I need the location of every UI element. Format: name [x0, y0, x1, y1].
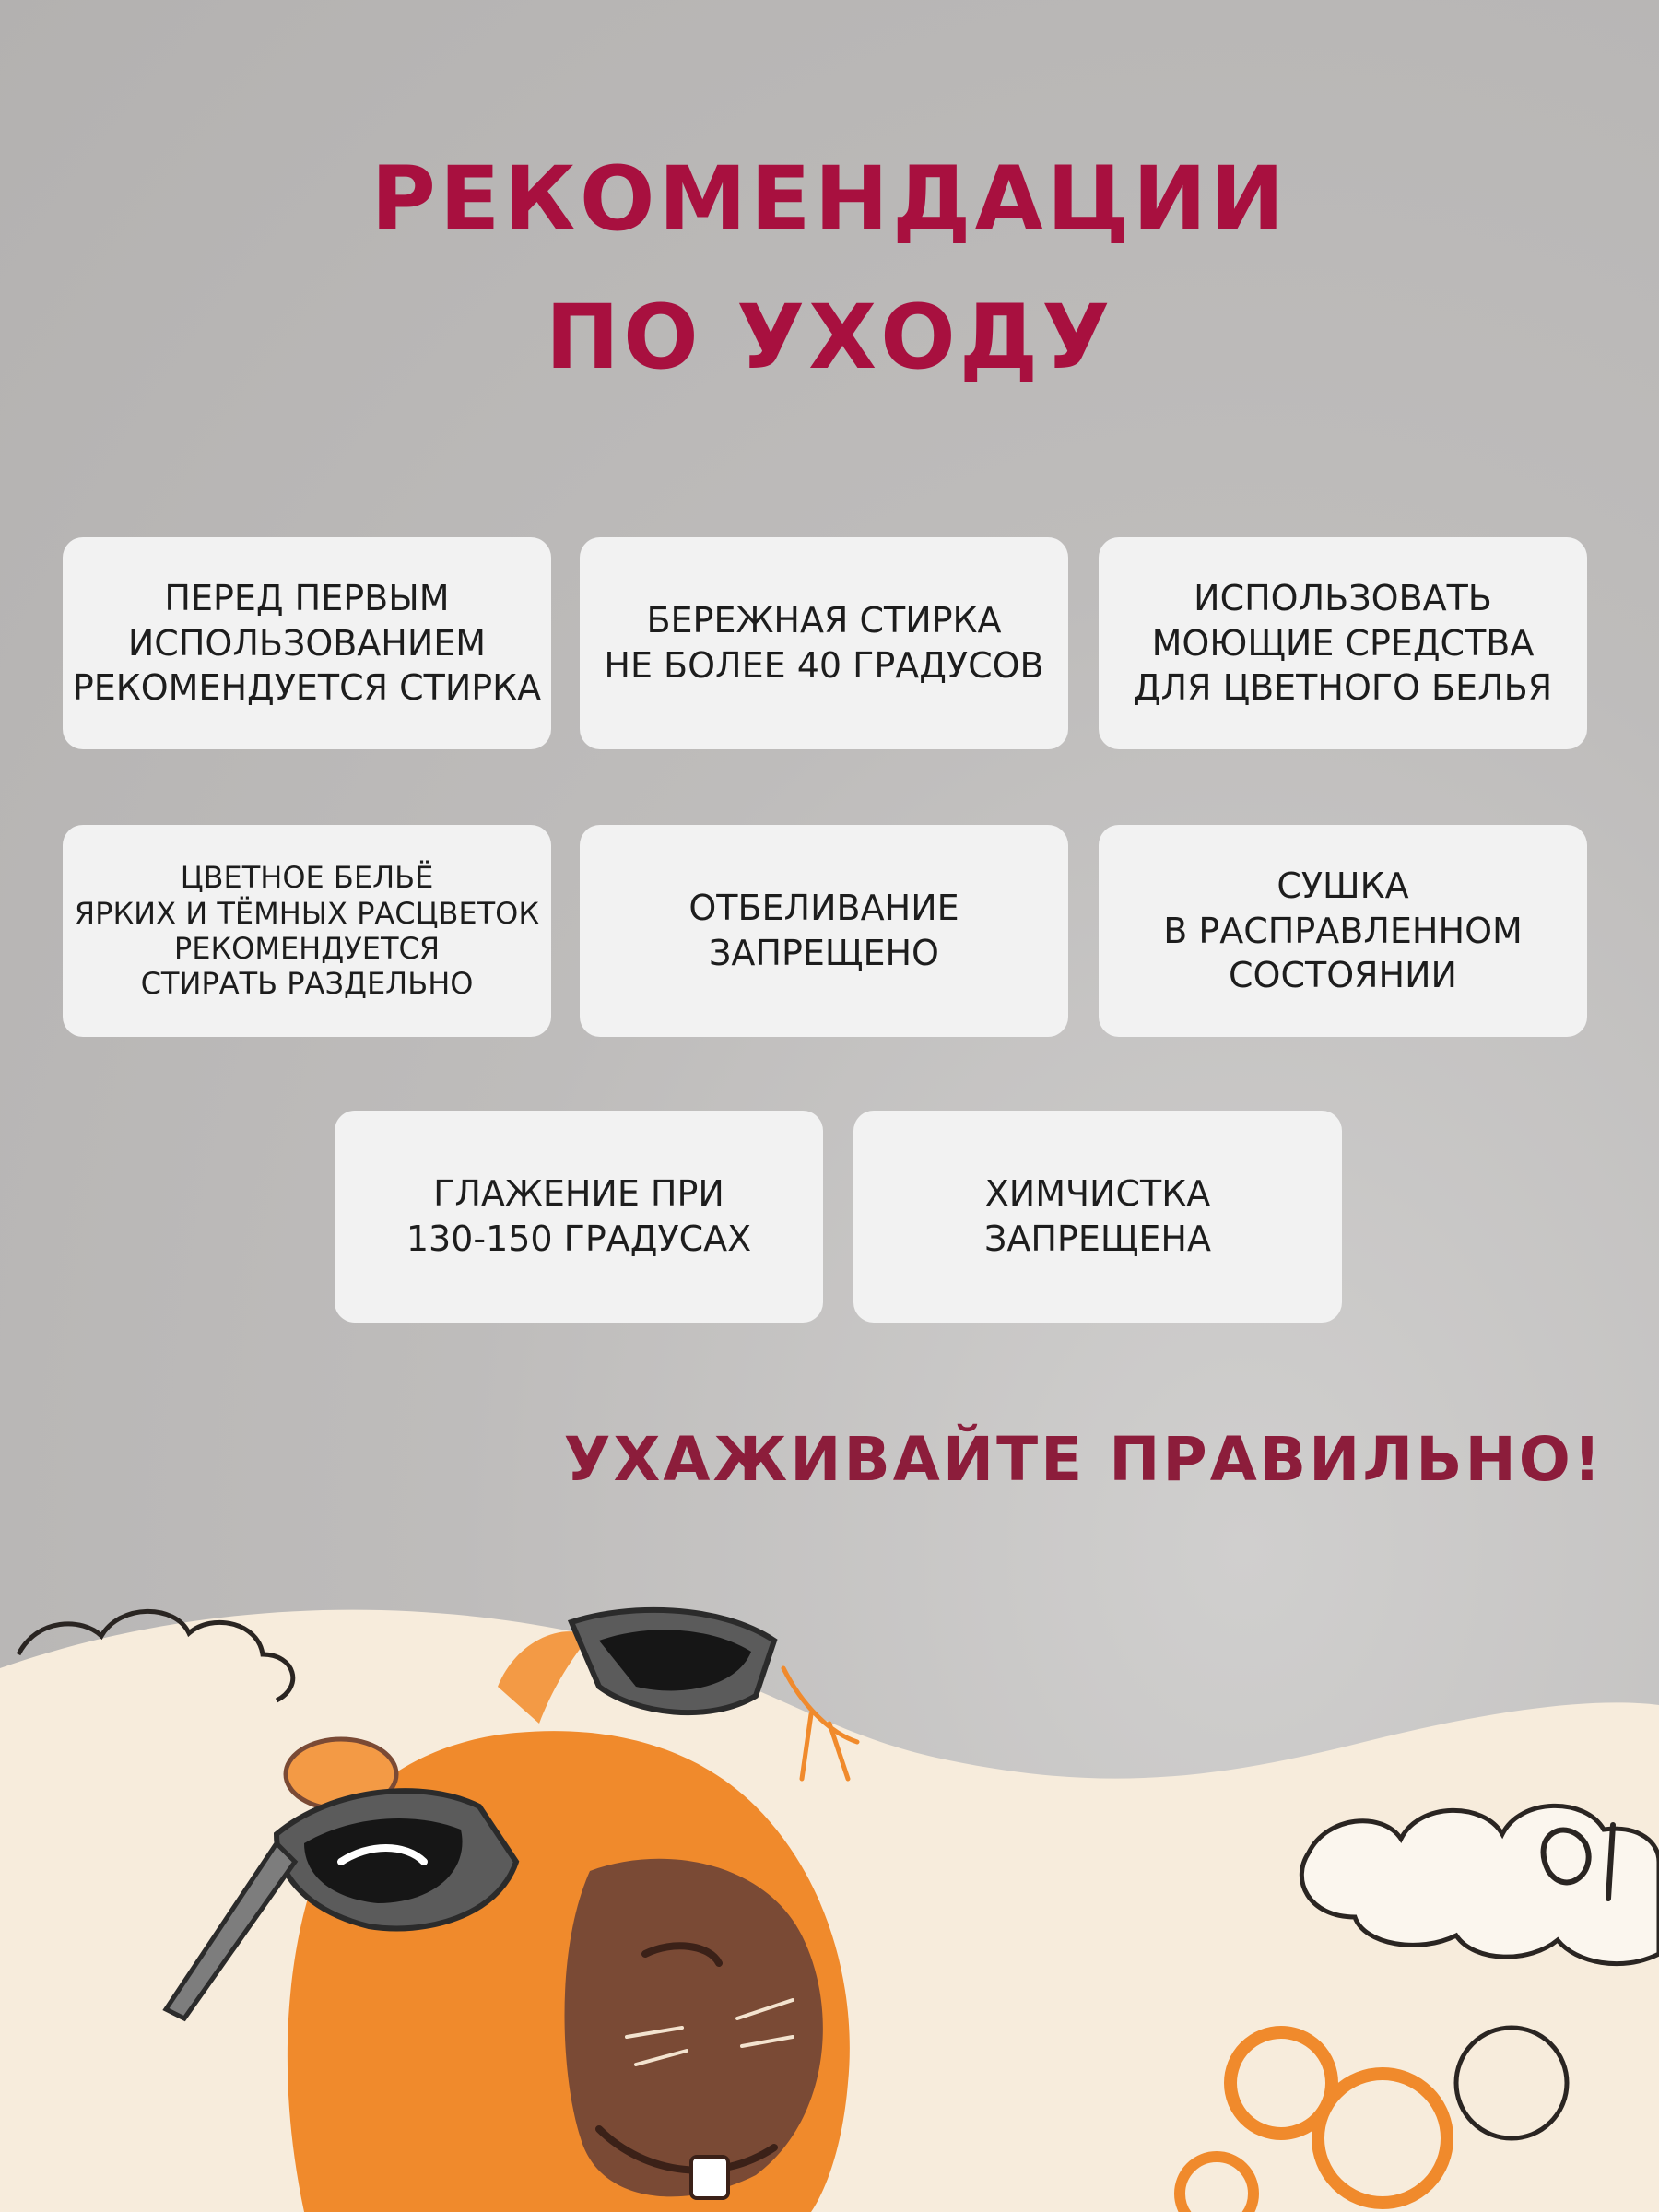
care-card-no-bleach: ОТБЕЛИВАНИЕ ЗАПРЕЩЕНО	[580, 825, 1068, 1037]
bubble-2	[1318, 2074, 1447, 2203]
bubble-3	[1456, 2028, 1567, 2138]
care-card-gentle-wash: БЕРЕЖНАЯ СТИРКА НЕ БОЛЕЕ 40 ГРАДУСОВ	[580, 537, 1068, 749]
page-title-line1: РЕКОМЕНДАЦИИ	[371, 147, 1288, 251]
care-card-ironing: ГЛАЖЕНИЕ ПРИ 130-150 ГРАДУСАХ	[335, 1111, 823, 1323]
page-title-line2: ПО УХОДУ	[545, 286, 1114, 389]
slogan-text: УХАЖИВАЙТЕ ПРАВИЛЬНО!	[563, 1424, 1604, 1495]
bubble-4	[1180, 2157, 1253, 2212]
care-card-drying: СУШКА В РАСПРАВЛЕННОМ СОСТОЯНИИ	[1099, 825, 1587, 1037]
care-card-separate-wash: ЦВЕТНОЕ БЕЛЬЁ ЯРКИХ И ТЁМНЫХ РАСЦВЕТОК РЕКОМЕНДУЕТСЯ СТИРАТЬ РАЗДЕЛЬНО	[63, 825, 551, 1037]
capybara-with-sunglasses-fabric-print-icon	[0, 1567, 1659, 2212]
capybara-muzzle	[565, 1859, 823, 2197]
care-card-first-wash: ПЕРЕД ПЕРВЫМ ИСПОЛЬЗОВАНИЕМ РЕКОМЕНДУЕТСЯ СТИРКА	[63, 537, 551, 749]
care-card-no-dry-cleaning: ХИМЧИСТКА ЗАПРЕЩЕНА	[853, 1111, 1342, 1323]
care-card-detergent: ИСПОЛЬЗОВАТЬ МОЮЩИЕ СРЕДСТВА ДЛЯ ЦВЕТНОГО БЕЛЬЯ	[1099, 537, 1587, 749]
capybara-teeth	[691, 2157, 728, 2198]
